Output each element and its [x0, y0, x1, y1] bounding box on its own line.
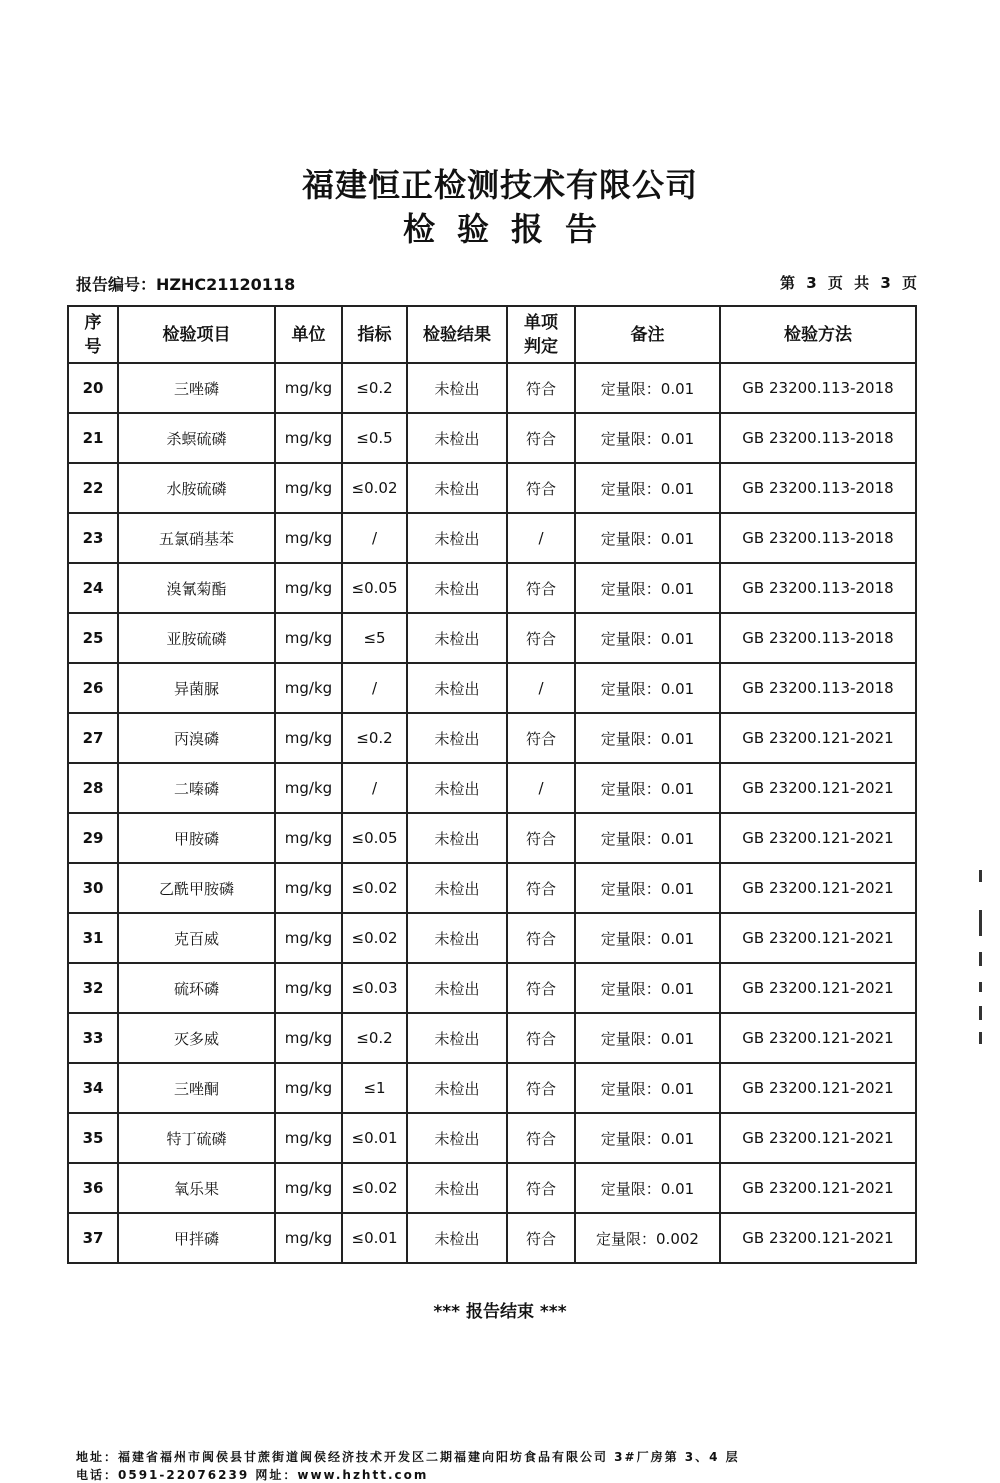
judgement-cell: 符合	[507, 913, 575, 963]
test-item-cell: 异菌脲	[118, 663, 275, 713]
row-number-cell: 22	[68, 463, 118, 513]
limit-cell: ≤0.02	[342, 463, 407, 513]
table-header-row	[68, 306, 916, 363]
test-method-cell: GB 23200.121-2021	[720, 963, 916, 1013]
test-item-cell: 三唑磷	[118, 363, 275, 413]
judgement-cell: 符合	[507, 1063, 575, 1113]
judgement-cell: 符合	[507, 813, 575, 863]
judgement-cell: /	[507, 663, 575, 713]
result-cell: 未检出	[407, 1063, 507, 1113]
unit-cell: mg/kg	[275, 863, 342, 913]
unit-cell: mg/kg	[275, 1163, 342, 1213]
row-number-cell: 28	[68, 763, 118, 813]
unit-cell: mg/kg	[275, 663, 342, 713]
limit-cell: ≤0.02	[342, 913, 407, 963]
row-number-cell: 23	[68, 513, 118, 563]
result-cell: 未检出	[407, 1163, 507, 1213]
test-method-cell: GB 23200.113-2018	[720, 463, 916, 513]
judgement-cell: 符合	[507, 1013, 575, 1063]
judgement-cell: 符合	[507, 563, 575, 613]
company-name: 福建恒正检测技术有限公司	[301, 166, 698, 204]
test-item-cell: 丙溴磷	[118, 713, 275, 763]
footer-address: 地址：福建省福州市闽侯县甘蔗街道闽侯经济技术开发区二期福建向阳坊食品有限公司 3#厂房第 3、4 层	[76, 1450, 740, 1464]
test-method-cell: GB 23200.113-2018	[720, 663, 916, 713]
result-cell: 未检出	[407, 513, 507, 563]
result-cell: 未检出	[407, 563, 507, 613]
test-item-cell: 克百威	[118, 913, 275, 963]
limit-cell: ≤0.5	[342, 413, 407, 463]
column-header: 检验方法	[720, 306, 916, 363]
test-method-cell: GB 23200.121-2021	[720, 1213, 916, 1263]
test-method-cell: GB 23200.121-2021	[720, 1013, 916, 1063]
unit-cell: mg/kg	[275, 1213, 342, 1263]
result-cell: 未检出	[407, 1013, 507, 1063]
column-header: 检验项目	[118, 306, 275, 363]
row-number-cell: 21	[68, 413, 118, 463]
remark-cell: 定量限：0.01	[575, 813, 720, 863]
result-cell: 未检出	[407, 413, 507, 463]
limit-cell: /	[342, 763, 407, 813]
table-row	[68, 413, 916, 463]
column-header: 指标	[342, 306, 407, 363]
test-method-cell: GB 23200.121-2021	[720, 1113, 916, 1163]
report-number-label: 报告编号：	[76, 275, 157, 294]
table-row	[68, 463, 916, 513]
judgement-cell: /	[507, 513, 575, 563]
test-item-cell: 亚胺硫磷	[118, 613, 275, 663]
unit-cell: mg/kg	[275, 1063, 342, 1113]
result-cell: 未检出	[407, 663, 507, 713]
remark-cell: 定量限：0.01	[575, 513, 720, 563]
row-number-cell: 25	[68, 613, 118, 663]
table-row	[68, 363, 916, 413]
row-number-cell: 37	[68, 1213, 118, 1263]
judgement-cell: 符合	[507, 613, 575, 663]
test-item-cell: 甲胺磷	[118, 813, 275, 863]
table-row	[68, 913, 916, 963]
remark-cell: 定量限：0.01	[575, 613, 720, 663]
row-number-cell: 20	[68, 363, 118, 413]
result-cell: 未检出	[407, 1113, 507, 1163]
test-item-cell: 二嗪磷	[118, 763, 275, 813]
report-title: 检验报告	[402, 210, 619, 248]
limit-cell: ≤0.05	[342, 563, 407, 613]
test-method-cell: GB 23200.113-2018	[720, 563, 916, 613]
column-header: 单项判定	[507, 306, 575, 363]
unit-cell: mg/kg	[275, 513, 342, 563]
unit-cell: mg/kg	[275, 813, 342, 863]
unit-cell: mg/kg	[275, 763, 342, 813]
remark-cell: 定量限：0.002	[575, 1213, 720, 1263]
row-number-cell: 36	[68, 1163, 118, 1213]
test-item-cell: 五氯硝基苯	[118, 513, 275, 563]
judgement-cell: 符合	[507, 963, 575, 1013]
remark-cell: 定量限：0.01	[575, 913, 720, 963]
result-cell: 未检出	[407, 613, 507, 663]
unit-cell: mg/kg	[275, 1013, 342, 1063]
test-item-cell: 溴氰菊酯	[118, 563, 275, 613]
unit-cell: mg/kg	[275, 463, 342, 513]
table-row	[68, 963, 916, 1013]
results-table	[67, 305, 917, 1264]
row-number-cell: 24	[68, 563, 118, 613]
test-item-cell: 水胺硫磷	[118, 463, 275, 513]
scan-edge-marks	[975, 870, 987, 1050]
limit-cell: ≤0.03	[342, 963, 407, 1013]
judgement-cell: 符合	[507, 463, 575, 513]
limit-cell: ≤0.2	[342, 1013, 407, 1063]
test-item-cell: 乙酰甲胺磷	[118, 863, 275, 913]
result-cell: 未检出	[407, 863, 507, 913]
unit-cell: mg/kg	[275, 963, 342, 1013]
remark-cell: 定量限：0.01	[575, 1063, 720, 1113]
unit-cell: mg/kg	[275, 563, 342, 613]
unit-cell: mg/kg	[275, 613, 342, 663]
table-row	[68, 1163, 916, 1213]
judgement-cell: 符合	[507, 1113, 575, 1163]
remark-cell: 定量限：0.01	[575, 563, 720, 613]
unit-cell: mg/kg	[275, 713, 342, 763]
test-method-cell: GB 23200.113-2018	[720, 413, 916, 463]
limit-cell: ≤0.2	[342, 363, 407, 413]
table-body	[68, 363, 916, 1263]
test-item-cell: 甲拌磷	[118, 1213, 275, 1263]
test-method-cell: GB 23200.121-2021	[720, 863, 916, 913]
test-method-cell: GB 23200.121-2021	[720, 913, 916, 963]
judgement-cell: 符合	[507, 1163, 575, 1213]
unit-cell: mg/kg	[275, 363, 342, 413]
row-number-cell: 27	[68, 713, 118, 763]
table-row	[68, 1213, 916, 1263]
test-method-cell: GB 23200.121-2021	[720, 713, 916, 763]
remark-cell: 定量限：0.01	[575, 713, 720, 763]
limit-cell: ≤0.02	[342, 1163, 407, 1213]
judgement-cell: 符合	[507, 713, 575, 763]
row-number-cell: 34	[68, 1063, 118, 1113]
limit-cell: ≤0.2	[342, 713, 407, 763]
result-cell: 未检出	[407, 913, 507, 963]
limit-cell: ≤0.01	[342, 1113, 407, 1163]
remark-cell: 定量限：0.01	[575, 1013, 720, 1063]
judgement-cell: 符合	[507, 1213, 575, 1263]
table-row	[68, 613, 916, 663]
test-method-cell: GB 23200.121-2021	[720, 763, 916, 813]
row-number-cell: 31	[68, 913, 118, 963]
test-method-cell: GB 23200.121-2021	[720, 1163, 916, 1213]
result-cell: 未检出	[407, 813, 507, 863]
table-row	[68, 763, 916, 813]
table-row	[68, 1013, 916, 1063]
result-cell: 未检出	[407, 963, 507, 1013]
test-method-cell: GB 23200.121-2021	[720, 1063, 916, 1113]
remark-cell: 定量限：0.01	[575, 463, 720, 513]
page-info: 第 3 页 共 3 页	[780, 274, 920, 292]
test-item-cell: 氧乐果	[118, 1163, 275, 1213]
limit-cell: ≤1	[342, 1063, 407, 1113]
limit-cell: ≤5	[342, 613, 407, 663]
column-header: 序号	[68, 306, 118, 363]
remark-cell: 定量限：0.01	[575, 1163, 720, 1213]
remark-cell: 定量限：0.01	[575, 1113, 720, 1163]
table-row	[68, 1063, 916, 1113]
test-method-cell: GB 23200.113-2018	[720, 363, 916, 413]
test-item-cell: 特丁硫磷	[118, 1113, 275, 1163]
judgement-cell: /	[507, 763, 575, 813]
report-end-note: *** 报告结束 ***	[433, 1302, 567, 1322]
row-number-cell: 32	[68, 963, 118, 1013]
judgement-cell: 符合	[507, 413, 575, 463]
table-row	[68, 513, 916, 563]
result-cell: 未检出	[407, 713, 507, 763]
row-number-cell: 30	[68, 863, 118, 913]
test-method-cell: GB 23200.121-2021	[720, 813, 916, 863]
column-header: 检验结果	[407, 306, 507, 363]
result-cell: 未检出	[407, 1213, 507, 1263]
test-method-cell: GB 23200.113-2018	[720, 613, 916, 663]
judgement-cell: 符合	[507, 863, 575, 913]
limit-cell: ≤0.01	[342, 1213, 407, 1263]
result-cell: 未检出	[407, 363, 507, 413]
unit-cell: mg/kg	[275, 413, 342, 463]
result-cell: 未检出	[407, 463, 507, 513]
remark-cell: 定量限：0.01	[575, 863, 720, 913]
judgement-cell: 符合	[507, 363, 575, 413]
row-number-cell: 35	[68, 1113, 118, 1163]
table-row	[68, 713, 916, 763]
test-method-cell: GB 23200.113-2018	[720, 513, 916, 563]
limit-cell: ≤0.02	[342, 863, 407, 913]
unit-cell: mg/kg	[275, 913, 342, 963]
report-number-value: HZHC21120118	[156, 275, 296, 294]
row-number-cell: 29	[68, 813, 118, 863]
result-cell: 未检出	[407, 763, 507, 813]
limit-cell: ≤0.05	[342, 813, 407, 863]
remark-cell: 定量限：0.01	[575, 663, 720, 713]
remark-cell: 定量限：0.01	[575, 363, 720, 413]
limit-cell: /	[342, 513, 407, 563]
table-row	[68, 663, 916, 713]
unit-cell: mg/kg	[275, 1113, 342, 1163]
report-number	[76, 272, 295, 295]
test-item-cell: 灭多威	[118, 1013, 275, 1063]
table-row	[68, 863, 916, 913]
column-header: 备注	[575, 306, 720, 363]
remark-cell: 定量限：0.01	[575, 763, 720, 813]
column-header: 单位	[275, 306, 342, 363]
remark-cell: 定量限：0.01	[575, 963, 720, 1013]
test-item-cell: 杀螟硫磷	[118, 413, 275, 463]
footer-contact: 电话：0591-22076239 网址：www.hzhtt.com	[76, 1468, 429, 1482]
row-number-cell: 26	[68, 663, 118, 713]
table-row	[68, 1113, 916, 1163]
test-item-cell: 三唑酮	[118, 1063, 275, 1113]
remark-cell: 定量限：0.01	[575, 413, 720, 463]
row-number-cell: 33	[68, 1013, 118, 1063]
limit-cell: /	[342, 663, 407, 713]
table-row	[68, 813, 916, 863]
test-item-cell: 硫环磷	[118, 963, 275, 1013]
table-row	[68, 563, 916, 613]
